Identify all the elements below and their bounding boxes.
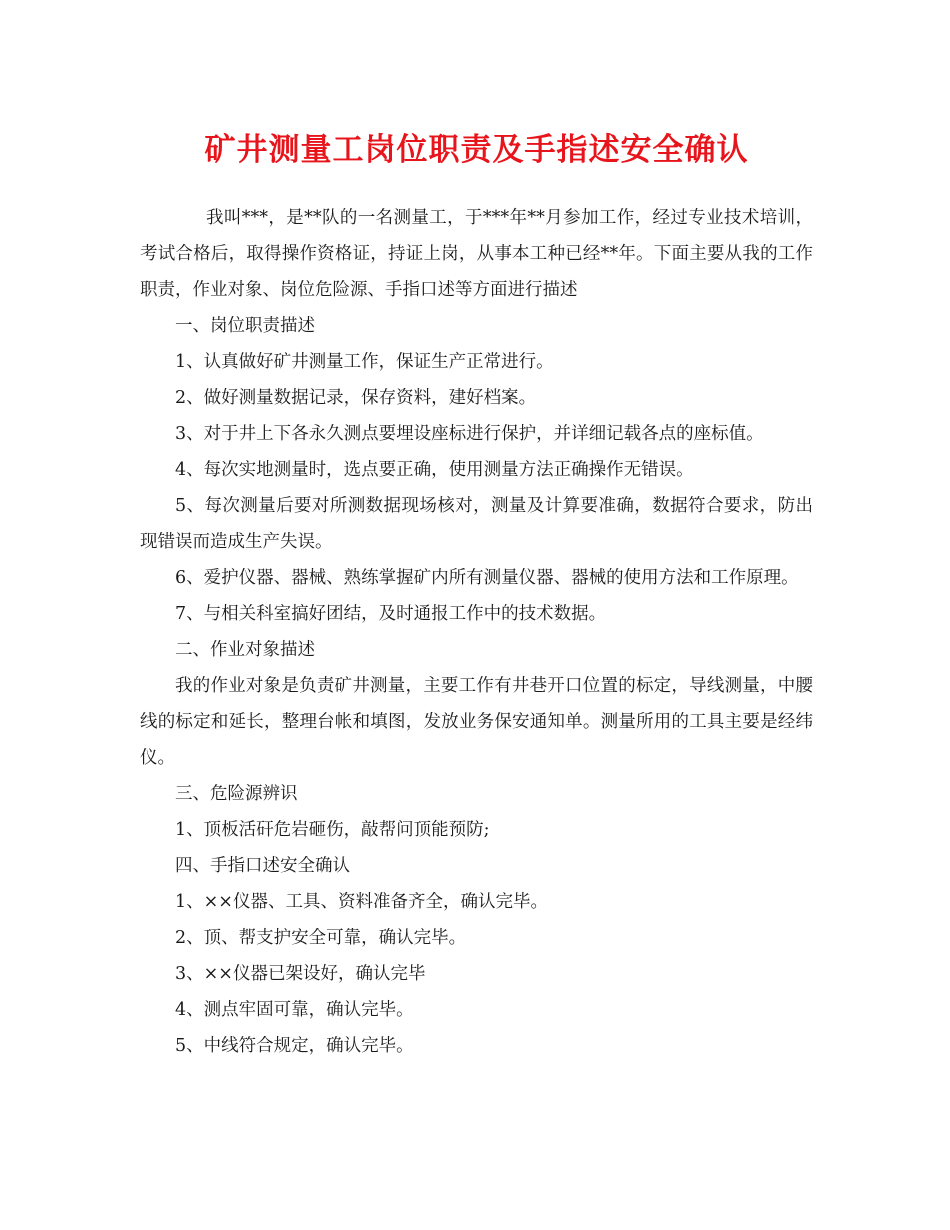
section-heading-hazards: 三、危险源辨识 bbox=[175, 784, 298, 804]
confirmation-item-4: 4、测点牢固可靠，确认完毕。 bbox=[175, 1000, 414, 1020]
duty-item-3: 3、对于井上下各永久测点要埋设座标进行保护，并详细记载各点的座标值。 bbox=[175, 424, 764, 444]
duty-item-2: 2、做好测量数据记录，保存资料，建好档案。 bbox=[175, 388, 537, 408]
document-body bbox=[140, 200, 813, 1064]
section-heading-work-object: 二、作业对象描述 bbox=[175, 640, 315, 660]
duty-item-1: 1、认真做好矿井测量工作，保证生产正常进行。 bbox=[175, 352, 554, 372]
hazard-item-1: 1、顶板活矸危岩砸伤，敲帮问顶能预防; bbox=[175, 820, 490, 840]
confirmation-item-3: 3、××仪器已架设好，确认完毕 bbox=[175, 964, 426, 984]
work-object-paragraph: 我的作业对象是负责矿井测量，主要工作有井巷开口位置的标定，导线测量，中腰线的标定和延长，整理台帐和填图，发放业务保安通知单。测量所用的工具主要是经纬仪。 bbox=[140, 676, 813, 768]
intro-paragraph: 我叫***，是**队的一名测量工，于***年**月参加工作，经过专业技术培训，考试合格后，取得操作资格证，持证上岗，从事本工种已经**年。下面主要从我的工作职责，作业对象、岗位危险源、手指口述等方面进行描述 bbox=[140, 208, 813, 300]
confirmation-item-2: 2、顶、帮支护安全可靠，确认完毕。 bbox=[175, 928, 467, 948]
document-title: 矿井测量工岗位职责及手指述安全确认 bbox=[204, 132, 749, 168]
duty-item-4: 4、每次实地测量时，选点要正确，使用测量方法正确操作无错误。 bbox=[175, 460, 694, 480]
section-heading-duties: 一、岗位职责描述 bbox=[175, 316, 315, 336]
confirmation-item-5: 5、中线符合规定，确认完毕。 bbox=[175, 1036, 414, 1056]
duty-item-5: 5、每次测量后要对所测数据现场核对，测量及计算要准确，数据符合要求，防出现错误而造成生产失误。 bbox=[140, 496, 813, 552]
section-heading-confirmation: 四、手指口述安全确认 bbox=[175, 856, 350, 876]
duty-item-7: 7、与相关科室搞好团结，及时通报工作中的技术数据。 bbox=[175, 604, 607, 624]
confirmation-item-1: 1、××仪器、工具、资料准备齐全，确认完毕。 bbox=[175, 892, 548, 912]
duty-item-6: 6、爱护仪器、器械、熟练掌握矿内所有测量仪器、器械的使用方法和工作原理。 bbox=[175, 568, 799, 588]
